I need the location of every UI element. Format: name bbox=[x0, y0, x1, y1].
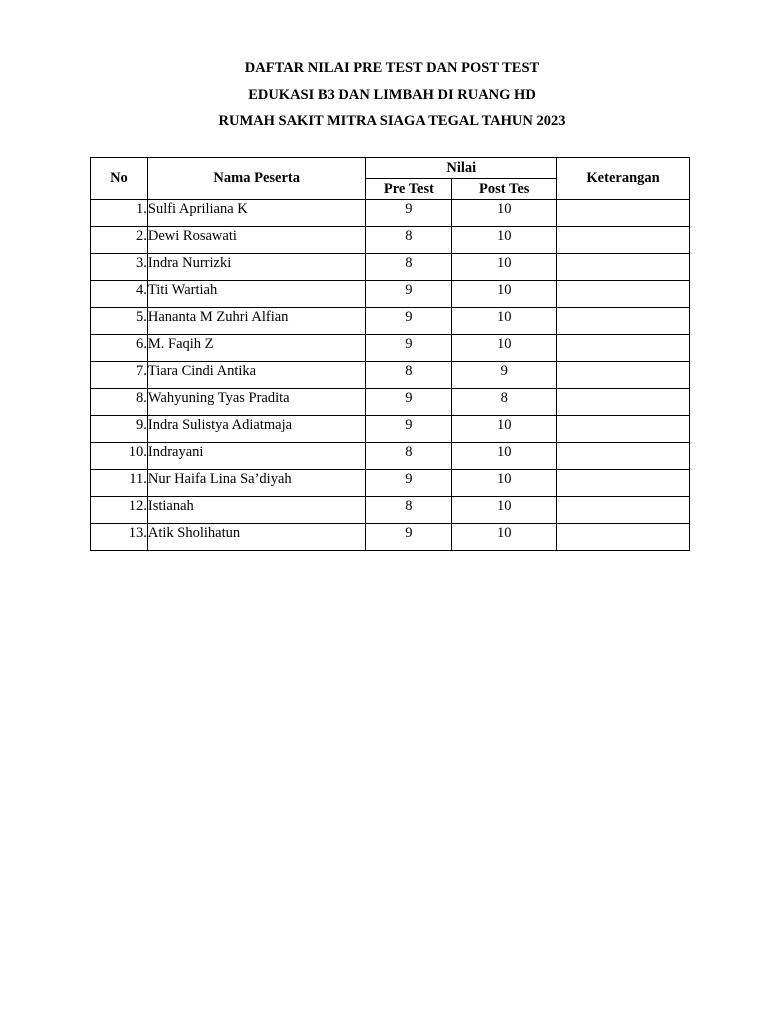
participant-name: Atik Sholihatun bbox=[147, 524, 366, 551]
row-number: 10. bbox=[91, 443, 148, 470]
table-row bbox=[91, 524, 690, 551]
participant-name: Istianah bbox=[147, 497, 366, 524]
keterangan-cell bbox=[557, 254, 690, 281]
table-row bbox=[91, 227, 690, 254]
keterangan-cell bbox=[557, 389, 690, 416]
header-no: No bbox=[91, 158, 148, 200]
participant-name: Tiara Cindi Antika bbox=[147, 362, 366, 389]
post-test-score: 10 bbox=[452, 524, 557, 551]
pre-test-score: 8 bbox=[366, 254, 452, 281]
header-nilai: Nilai bbox=[366, 158, 557, 179]
row-number: 11. bbox=[91, 470, 148, 497]
participant-name: Titi Wartiah bbox=[147, 281, 366, 308]
table-row bbox=[91, 362, 690, 389]
participant-name: Indrayani bbox=[147, 443, 366, 470]
participant-name: Nur Haifa Lina Sa’diyah bbox=[147, 470, 366, 497]
row-number: 3. bbox=[91, 254, 148, 281]
post-test-score: 9 bbox=[452, 362, 557, 389]
table-row bbox=[91, 416, 690, 443]
post-test-score: 10 bbox=[452, 308, 557, 335]
header-post-test: Post Tes bbox=[452, 179, 557, 200]
row-number: 2. bbox=[91, 227, 148, 254]
keterangan-cell bbox=[557, 497, 690, 524]
participant-name: M. Faqih Z bbox=[147, 335, 366, 362]
table-row bbox=[91, 497, 690, 524]
header-name: Nama Peserta bbox=[147, 158, 366, 200]
keterangan-cell bbox=[557, 281, 690, 308]
row-number: 5. bbox=[91, 308, 148, 335]
row-number: 13. bbox=[91, 524, 148, 551]
row-number: 12. bbox=[91, 497, 148, 524]
header-keterangan: Keterangan bbox=[557, 158, 690, 200]
table-row bbox=[91, 308, 690, 335]
table-row bbox=[91, 389, 690, 416]
row-number: 6. bbox=[91, 335, 148, 362]
pre-test-score: 9 bbox=[366, 335, 452, 362]
title-line-3: RUMAH SAKIT MITRA SIAGA TEGAL TAHUN 2023 bbox=[218, 113, 566, 129]
post-test-score: 10 bbox=[452, 443, 557, 470]
pre-test-score: 9 bbox=[366, 416, 452, 443]
pre-test-score: 9 bbox=[366, 389, 452, 416]
table-row bbox=[91, 200, 690, 227]
pre-test-score: 9 bbox=[366, 524, 452, 551]
participant-name: Wahyuning Tyas Pradita bbox=[147, 389, 366, 416]
keterangan-cell bbox=[557, 362, 690, 389]
participant-name: Indra Nurrizki bbox=[147, 254, 366, 281]
participant-name: Dewi Rosawati bbox=[147, 227, 366, 254]
title-line-1: DAFTAR NILAI PRE TEST DAN POST TEST bbox=[244, 60, 540, 76]
pre-test-score: 9 bbox=[366, 308, 452, 335]
post-test-score: 10 bbox=[452, 281, 557, 308]
pre-test-score: 8 bbox=[366, 497, 452, 524]
document-title bbox=[0, 55, 768, 135]
participant-name: Hananta M Zuhri Alfian bbox=[147, 308, 366, 335]
post-test-score: 8 bbox=[452, 389, 557, 416]
keterangan-cell bbox=[557, 524, 690, 551]
row-number: 4. bbox=[91, 281, 148, 308]
participant-name: Sulfi Apriliana K bbox=[147, 200, 366, 227]
post-test-score: 10 bbox=[452, 335, 557, 362]
post-test-score: 10 bbox=[452, 470, 557, 497]
post-test-score: 10 bbox=[452, 254, 557, 281]
table-row bbox=[91, 470, 690, 497]
row-number: 9. bbox=[91, 416, 148, 443]
pre-test-score: 8 bbox=[366, 227, 452, 254]
post-test-score: 10 bbox=[452, 227, 557, 254]
keterangan-cell bbox=[557, 335, 690, 362]
keterangan-cell bbox=[557, 227, 690, 254]
row-number: 8. bbox=[91, 389, 148, 416]
keterangan-cell bbox=[557, 200, 690, 227]
table-row bbox=[91, 281, 690, 308]
pre-test-score: 9 bbox=[366, 281, 452, 308]
keterangan-cell bbox=[557, 443, 690, 470]
pre-test-score: 9 bbox=[366, 470, 452, 497]
table-row bbox=[91, 335, 690, 362]
post-test-score: 10 bbox=[452, 497, 557, 524]
keterangan-cell bbox=[557, 470, 690, 497]
post-test-score: 10 bbox=[452, 200, 557, 227]
row-number: 1. bbox=[91, 200, 148, 227]
row-number: 7. bbox=[91, 362, 148, 389]
pre-test-score: 9 bbox=[366, 200, 452, 227]
keterangan-cell bbox=[557, 416, 690, 443]
score-table bbox=[90, 157, 690, 551]
keterangan-cell bbox=[557, 308, 690, 335]
pre-test-score: 8 bbox=[366, 362, 452, 389]
table-row bbox=[91, 443, 690, 470]
participant-name: Indra Sulistya Adiatmaja bbox=[147, 416, 366, 443]
table-row bbox=[91, 254, 690, 281]
pre-test-score: 8 bbox=[366, 443, 452, 470]
post-test-score: 10 bbox=[452, 416, 557, 443]
title-line-2: EDUKASI B3 DAN LIMBAH DI RUANG HD bbox=[248, 86, 536, 103]
header-pre-test: Pre Test bbox=[366, 179, 452, 200]
